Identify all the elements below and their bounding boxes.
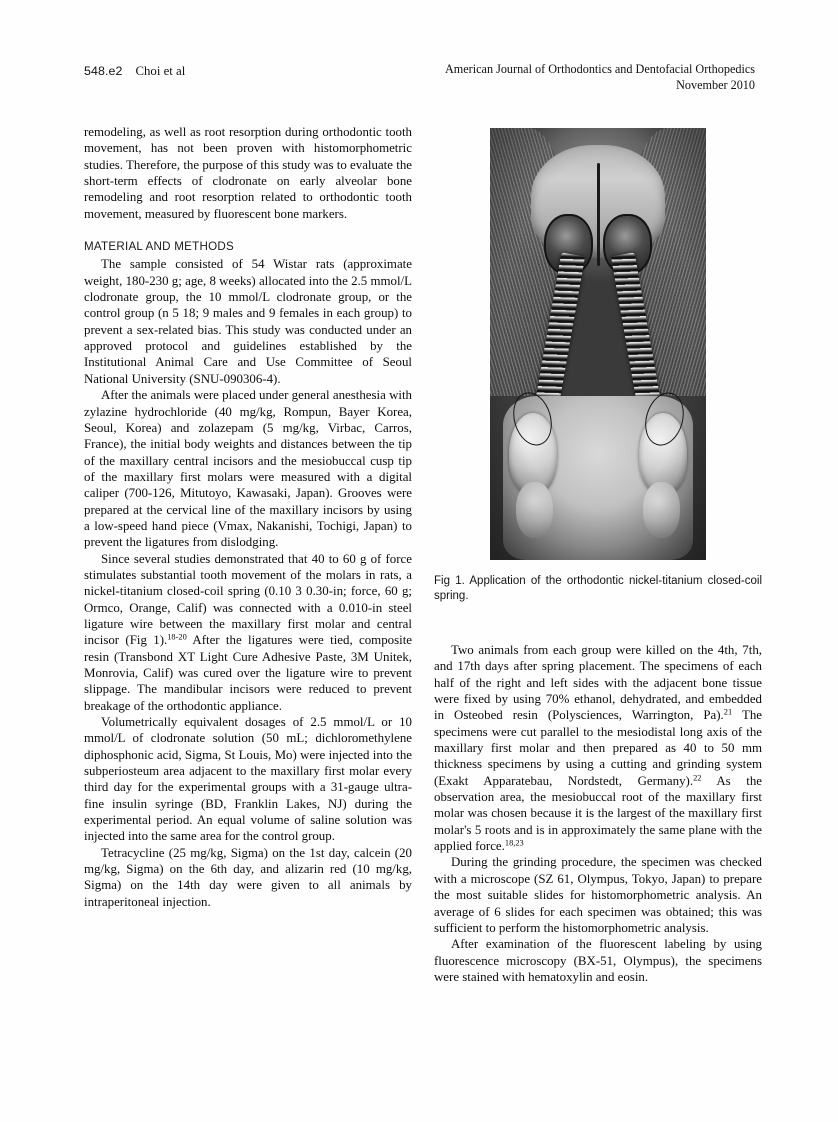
reference-marker-21: 21 [723,707,733,717]
paragraph-coil-spring-text-1: Since several studies demonstrated that 40 to 60 g of force stimulates substantial tooth movement of the molars in rats, a nickel-titanium closed-coil spring (0.10 3 0.30-in; force, 60 g; Ormco, Orange, Calif) was connected with a 0.010-in steel ligature wire between the maxillary first molar and central incisor (Fig 1). [84,551,412,648]
reference-marker-18-20: 18-20 [167,632,187,642]
paragraph-grinding: During the grinding procedure, the specimen was checked with a microscope (SZ 61, Olympus, Tokyo, Japan) to prepare the most suitable slides for histomorphometric analysis. An average of 6 slides for each specimen was obtained; this was sufficient to perform the histomorphometric analysis. [434,855,762,935]
running-header-right [445,62,755,93]
paragraph-bone-markers: Tetracycline (25 mg/kg, Sigma) on the 1st day, calcein (20 mg/kg, Sigma) on the 6th day, and alizarin red (10 mg/kg, Sigma) on the 14th day were given to all animals by intraperitoneal injection. [84,845,412,909]
running-header-authors: Choi et al [135,64,186,78]
issue-date: November 2010 [676,77,755,92]
figure-1-caption [434,574,762,603]
paragraph-specimens-text-3: As the observation area, the mesiobuccal root of the maxillary first molar was chosen because it is the largest of the maxillary first molar's 5 roots and is in approximately the same plane with the applied force. [434,773,762,854]
reference-marker-22: 22 [693,773,702,783]
left-column [84,124,412,910]
page-folio: 548.e2 [84,64,123,78]
running-header [84,62,755,102]
paragraph-sample: The sample consisted of 54 Wistar rats (approximate weight, 180-230 g; age, 8 weeks) allocated into the 2.5 mmol/L clodronate group, the 10 mmol/L clodronate group, or the control group (n 5 18; 9 males and 9 females in each group) to prevent a sex-related bias. This study was conducted under an approved protocol and guidelines established by the Institutional Animal Care and Use Committee of Seoul National University (SNU-090306-4). [84,257,412,386]
reference-marker-18-23: 18,23 [504,838,524,848]
figure-1-label: Fig 1. [434,575,465,587]
figure-1 [434,124,762,603]
paragraph-dosage: Volumetrically equivalent dosages of 2.5 mmol/L or 10 mmol/L of clodronate solution (50 mL; dichloromethylene diphosphonic acid, Sigma, St Louis, Mo) were injected into the subperiosteum area adjacent to the maxillary first molar every third day for the experimental groups with a 31-gauge ultra-fine insulin syringe (BD, Franklin Lakes, NJ) during the experimental period. An equal volume of saline solution was injected into the same area for the control group. [84,715,412,844]
running-header-left [84,62,185,80]
paragraph-anesthesia: After the animals were placed under general anesthesia with zylazine hydrochloride (40 mg/kg, Rompun, Bayer Korea, Seoul, Korea) and zolazepam (5 mg/kg, Virbac, Carros, France), the initial body weights and distances between the tip of the maxillary central incisors and the mesiobuccal cusp tip of the maxillary first molars were measured with a digital caliper (700-126, Mitutoyo, Kawasaki, Japan). Grooves were prepared at the cervical line of the maxillary incisors by using a low-speed hand piece (Vmax, Nakanishi, Tochigi, Japan) to prevent the ligatures from dislodging. [84,388,412,550]
paragraph-fluorescence: After examination of the fluorescent labeling by using fluorescence microscopy (BX-51, Olympus), the specimens were stained with hematoxylin and eosin. [434,937,762,984]
right-column [434,642,762,985]
section-heading-material-and-methods: MATERIAL AND METHODS [84,239,234,253]
paragraph-specimens-text-1: Two animals from each group were killed on the 4th, 7th, and 17th days after spring placement. The specimens of each half of the right and left sides with the adjacent bone tissue were fixed by using 70% ethanol, dehydrated, and embedded in Osteobed resin (Polysciences, Warrington, Pa). [434,643,762,723]
journal-title: American Journal of Orthodontics and Dentofacial Orthopedics [444,62,755,76]
figure-1-caption-text: Application of the orthodontic nickel-titanium closed-coil spring. [434,575,763,602]
figure-1-image [490,128,706,560]
paragraph-specimens [434,642,762,854]
paragraph-continued: remodeling, as well as root resorption during orthodontic tooth movement, has not been proven with histomorphometric studies. Therefore, the purpose of this study was to evaluate the short-term effects of clodronate on early alveolar bone remodeling and root resorption related to orthodontic tooth movement, measured by fluorescent bone markers. [84,125,412,221]
paragraph-coil-spring [84,551,412,714]
paragraph-specimens-text-2: The specimens were cut parallel to the mesiodistal long axis of the maxillary first molar and then prepared as 40 to 50 mm thickness specimens by using a cutting and grinding system (Exakt Apparatebau, Nordstedt, Germany). [434,708,762,788]
paragraph-coil-spring-text-2: After the ligatures were tied, composite resin (Transbond XT Light Cure Adhesive Paste, 3M Unitek, Monrovia, Calif) was cured over the ligature wire to prevent slippage. The mandibular incisors were reduced to prevent breakage of the orthodontic appliance. [84,633,412,713]
photo-vignette [490,128,706,560]
